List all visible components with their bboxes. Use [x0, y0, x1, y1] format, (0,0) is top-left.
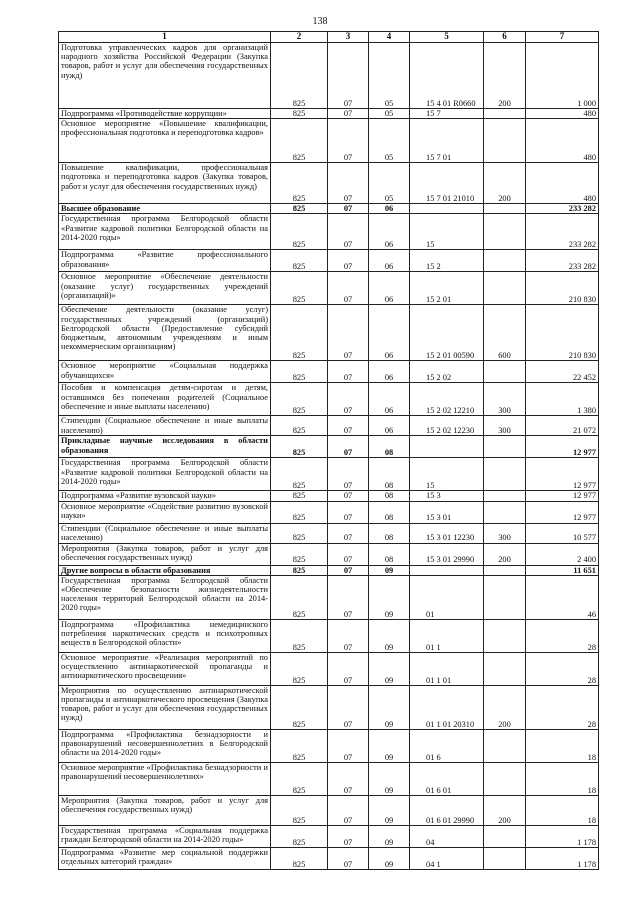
- cell-amount: 28: [526, 619, 599, 652]
- cell-expense-type: [484, 825, 526, 847]
- cell-expense-type: 200: [484, 543, 526, 565]
- cell-target-article: 01 6: [410, 729, 484, 762]
- cell-ministry: 825: [271, 685, 328, 729]
- cell-expense-type: [484, 119, 526, 163]
- cell-subsection: 08: [369, 523, 410, 543]
- row-description: Государственная программа «Социальная поддержка граждан Белгородской области на 2014-2020 годы»: [59, 825, 271, 847]
- cell-ministry: 825: [271, 491, 328, 501]
- cell-expense-type: [484, 361, 526, 383]
- cell-ministry: 825: [271, 795, 328, 825]
- cell-amount: 1 000: [526, 43, 599, 109]
- cell-target-article: 15: [410, 458, 484, 491]
- cell-amount: 210 830: [526, 272, 599, 305]
- cell-subsection: 09: [369, 795, 410, 825]
- cell-amount: 21 072: [526, 416, 599, 436]
- cell-expense-type: [484, 652, 526, 685]
- row-description: Прикладные научные исследования в области образования: [59, 436, 271, 458]
- cell-ministry: 825: [271, 729, 328, 762]
- table-row: [59, 619, 599, 652]
- cell-amount: 480: [526, 109, 599, 119]
- row-description: Государственная программа Белгородской области «Развитие кадровой политики Белгородской области на 2014-2020 годы»: [59, 458, 271, 491]
- table-row: [59, 491, 599, 501]
- cell-expense-type: [484, 729, 526, 762]
- row-description: Подпрограмма «Противодействие коррупции»: [59, 109, 271, 119]
- cell-amount: 233 282: [526, 204, 599, 214]
- cell-subsection: 08: [369, 543, 410, 565]
- table-row: [59, 272, 599, 305]
- cell-section: 07: [328, 565, 369, 575]
- cell-target-article: 15 2 01: [410, 272, 484, 305]
- cell-target-article: 04: [410, 825, 484, 847]
- cell-subsection: 09: [369, 825, 410, 847]
- cell-ministry: 825: [271, 825, 328, 847]
- cell-amount: 22 452: [526, 361, 599, 383]
- cell-subsection: 05: [369, 163, 410, 204]
- cell-target-article: 01 1: [410, 619, 484, 652]
- cell-amount: 11 651: [526, 565, 599, 575]
- cell-target-article: 01 6 01: [410, 762, 484, 795]
- cell-expense-type: [484, 204, 526, 214]
- cell-target-article: 15 2 02 12210: [410, 383, 484, 416]
- cell-target-article: [410, 436, 484, 458]
- cell-subsection: 06: [369, 416, 410, 436]
- table-row: [59, 214, 599, 250]
- cell-section: 07: [328, 575, 369, 619]
- cell-expense-type: 300: [484, 523, 526, 543]
- cell-section: 07: [328, 762, 369, 795]
- cell-target-article: 01 1 01: [410, 652, 484, 685]
- cell-ministry: 825: [271, 416, 328, 436]
- cell-amount: 233 282: [526, 214, 599, 250]
- cell-target-article: 15 3 01 29990: [410, 543, 484, 565]
- table-row: [59, 361, 599, 383]
- cell-subsection: 08: [369, 436, 410, 458]
- cell-expense-type: [484, 501, 526, 523]
- cell-subsection: 06: [369, 214, 410, 250]
- cell-amount: 1 178: [526, 825, 599, 847]
- budget-table: [58, 31, 599, 870]
- row-description: Подготовка управленческих кадров для организаций народного хозяйства Российской Федерации (Закупка товаров, работ и услуг для обеспечения государственных нужд): [59, 43, 271, 109]
- row-description: Подпрограмма «Профилактика безнадзорности и правонарушений несовершеннолетних в Белгородской области на 2014-2020 годы»: [59, 729, 271, 762]
- column-header: 4: [369, 32, 410, 43]
- cell-section: 07: [328, 119, 369, 163]
- row-description: Обеспечение деятельности (оказание услуг) государственных учреждений (организаций) Белгородской области (Предоставление субсидий бюджетным, автономным учреждениям и иным некоммерческим организациям): [59, 305, 271, 361]
- cell-ministry: 825: [271, 565, 328, 575]
- cell-section: 07: [328, 652, 369, 685]
- cell-target-article: 04 1: [410, 847, 484, 869]
- cell-target-article: 15 7: [410, 109, 484, 119]
- cell-expense-type: 300: [484, 416, 526, 436]
- cell-ministry: 825: [271, 847, 328, 869]
- cell-amount: 12 977: [526, 458, 599, 491]
- cell-expense-type: [484, 575, 526, 619]
- cell-ministry: 825: [271, 119, 328, 163]
- cell-ministry: 825: [271, 523, 328, 543]
- cell-section: 07: [328, 361, 369, 383]
- cell-subsection: 09: [369, 762, 410, 795]
- cell-expense-type: 200: [484, 163, 526, 204]
- row-description: Основное мероприятие «Социальная поддержка обучающихся»: [59, 361, 271, 383]
- cell-subsection: 09: [369, 565, 410, 575]
- table-row: [59, 119, 599, 163]
- table-body: [59, 43, 599, 870]
- cell-ministry: 825: [271, 762, 328, 795]
- row-description: Подпрограмма «Развитие вузовской науки»: [59, 491, 271, 501]
- row-description: Мероприятия (Закупка товаров, работ и услуг для обеспечения государственных нужд): [59, 795, 271, 825]
- cell-amount: 18: [526, 762, 599, 795]
- cell-expense-type: [484, 619, 526, 652]
- table-row: [59, 501, 599, 523]
- cell-ministry: 825: [271, 163, 328, 204]
- column-header: 2: [271, 32, 328, 43]
- cell-ministry: 825: [271, 436, 328, 458]
- table-row: [59, 383, 599, 416]
- cell-amount: 480: [526, 163, 599, 204]
- table-row: [59, 523, 599, 543]
- cell-amount: 480: [526, 119, 599, 163]
- cell-amount: 10 577: [526, 523, 599, 543]
- cell-subsection: 08: [369, 501, 410, 523]
- cell-target-article: 15 3 01 12230: [410, 523, 484, 543]
- cell-expense-type: 200: [484, 795, 526, 825]
- row-description: Другие вопросы в области образования: [59, 565, 271, 575]
- cell-ministry: 825: [271, 575, 328, 619]
- row-description: Подпрограмма «Развитие профессионального образования»: [59, 250, 271, 272]
- column-header: 5: [410, 32, 484, 43]
- cell-section: 07: [328, 214, 369, 250]
- cell-ministry: 825: [271, 543, 328, 565]
- table-row: [59, 685, 599, 729]
- row-description: Государственная программа Белгородской области «Развитие кадровой политики Белгородской области на 2014-2020 годы»: [59, 214, 271, 250]
- cell-section: 07: [328, 43, 369, 109]
- cell-expense-type: [484, 272, 526, 305]
- table-row: [59, 795, 599, 825]
- cell-subsection: 06: [369, 272, 410, 305]
- cell-target-article: 15 3: [410, 491, 484, 501]
- table-header: [59, 32, 599, 43]
- cell-subsection: 08: [369, 491, 410, 501]
- cell-section: 07: [328, 383, 369, 416]
- row-description: Повышение квалификации, профессиональная подготовка и переподготовка кадров (Закупка товаров, работ и услуг для обеспечения государственных нужд): [59, 163, 271, 204]
- cell-section: 07: [328, 501, 369, 523]
- cell-ministry: 825: [271, 652, 328, 685]
- row-description: Мероприятия (Закупка товаров, работ и услуг для обеспечения государственных нужд): [59, 543, 271, 565]
- cell-subsection: 05: [369, 43, 410, 109]
- cell-amount: 12 977: [526, 436, 599, 458]
- cell-expense-type: [484, 436, 526, 458]
- table-row: [59, 543, 599, 565]
- table-row: [59, 575, 599, 619]
- cell-target-article: 15 2 02: [410, 361, 484, 383]
- cell-amount: 12 977: [526, 501, 599, 523]
- cell-subsection: 05: [369, 109, 410, 119]
- cell-target-article: 01: [410, 575, 484, 619]
- cell-subsection: 06: [369, 250, 410, 272]
- column-header: 3: [328, 32, 369, 43]
- cell-amount: 28: [526, 652, 599, 685]
- cell-section: 07: [328, 825, 369, 847]
- page-number: 138: [312, 16, 328, 27]
- cell-amount: 1 178: [526, 847, 599, 869]
- cell-subsection: 08: [369, 458, 410, 491]
- table-row: [59, 729, 599, 762]
- cell-section: 07: [328, 436, 369, 458]
- cell-target-article: 15 3 01: [410, 501, 484, 523]
- cell-expense-type: [484, 250, 526, 272]
- row-description: Основное мероприятие «Реализация мероприятий по осуществлению антинаркотической пропаганды и антинаркотического просвещения»: [59, 652, 271, 685]
- cell-amount: 18: [526, 795, 599, 825]
- table-row: [59, 652, 599, 685]
- cell-ministry: 825: [271, 501, 328, 523]
- table-row: [59, 416, 599, 436]
- cell-section: 07: [328, 523, 369, 543]
- cell-section: 07: [328, 250, 369, 272]
- cell-expense-type: [484, 458, 526, 491]
- cell-section: 07: [328, 491, 369, 501]
- cell-target-article: 01 6 01 29990: [410, 795, 484, 825]
- cell-target-article: 15 2 01 00590: [410, 305, 484, 361]
- cell-section: 07: [328, 305, 369, 361]
- row-description: Высшее образование: [59, 204, 271, 214]
- cell-subsection: 09: [369, 685, 410, 729]
- row-description: Основное мероприятие «Содействие развитию вузовской науки»: [59, 501, 271, 523]
- cell-section: 07: [328, 163, 369, 204]
- cell-section: 07: [328, 272, 369, 305]
- cell-target-article: 15: [410, 214, 484, 250]
- cell-expense-type: 200: [484, 685, 526, 729]
- cell-ministry: 825: [271, 204, 328, 214]
- row-description: Основное мероприятие «Профилактика безнадзорности и правонарушений несовершеннолетних»: [59, 762, 271, 795]
- cell-ministry: 825: [271, 250, 328, 272]
- cell-amount: 12 977: [526, 491, 599, 501]
- cell-target-article: 15 7 01 21010: [410, 163, 484, 204]
- cell-ministry: 825: [271, 109, 328, 119]
- cell-amount: 18: [526, 729, 599, 762]
- table-row: [59, 250, 599, 272]
- cell-target-article: 15 7 01: [410, 119, 484, 163]
- cell-section: 07: [328, 619, 369, 652]
- cell-expense-type: [484, 762, 526, 795]
- table-row: [59, 305, 599, 361]
- row-description: Основное мероприятие «Повышение квалификации, профессиональная подготовка и переподготовка кадров»: [59, 119, 271, 163]
- cell-amount: 2 400: [526, 543, 599, 565]
- row-description: Стипендии (Социальное обеспечение и иные выплаты населению): [59, 416, 271, 436]
- table-row: [59, 762, 599, 795]
- row-description: Стипендии (Социальное обеспечение и иные выплаты населению): [59, 523, 271, 543]
- cell-section: 07: [328, 543, 369, 565]
- cell-section: 07: [328, 847, 369, 869]
- cell-expense-type: 300: [484, 383, 526, 416]
- cell-section: 07: [328, 685, 369, 729]
- cell-section: 07: [328, 204, 369, 214]
- cell-expense-type: 600: [484, 305, 526, 361]
- cell-subsection: 09: [369, 847, 410, 869]
- cell-subsection: 06: [369, 204, 410, 214]
- cell-ministry: 825: [271, 383, 328, 416]
- cell-target-article: 15 2: [410, 250, 484, 272]
- table-row: [59, 565, 599, 575]
- cell-expense-type: [484, 847, 526, 869]
- row-description: Подпрограмма «Профилактика немедицинского потребления наркотических средств и психотропных веществ в Белгородской области»: [59, 619, 271, 652]
- cell-target-article: 15 4 01 R0660: [410, 43, 484, 109]
- cell-ministry: 825: [271, 43, 328, 109]
- cell-subsection: 09: [369, 619, 410, 652]
- cell-subsection: 09: [369, 729, 410, 762]
- cell-target-article: 15 2 02 12230: [410, 416, 484, 436]
- table-row: [59, 825, 599, 847]
- cell-section: 07: [328, 729, 369, 762]
- cell-amount: 1 380: [526, 383, 599, 416]
- cell-target-article: [410, 565, 484, 575]
- row-description: Мероприятия по осуществлению антинаркотической пропаганды и антинаркотического просвещения (Закупка товаров, работ и услуг для обеспечения государственных нужд): [59, 685, 271, 729]
- column-header: 7: [526, 32, 599, 43]
- column-header: 1: [59, 32, 271, 43]
- row-description: Основное мероприятие «Обеспечение деятельности (оказание услуг) государственных учреждений (организаций)»: [59, 272, 271, 305]
- cell-section: 07: [328, 795, 369, 825]
- cell-subsection: 05: [369, 119, 410, 163]
- cell-expense-type: 200: [484, 43, 526, 109]
- cell-ministry: 825: [271, 305, 328, 361]
- table-row: [59, 436, 599, 458]
- cell-ministry: 825: [271, 619, 328, 652]
- cell-section: 07: [328, 458, 369, 491]
- cell-expense-type: [484, 565, 526, 575]
- cell-ministry: 825: [271, 214, 328, 250]
- row-description: Подпрограмма «Развитие мер социальной поддержки отдельных категорий граждан»: [59, 847, 271, 869]
- cell-subsection: 06: [369, 305, 410, 361]
- table-row: [59, 204, 599, 214]
- table-row: [59, 458, 599, 491]
- cell-section: 07: [328, 416, 369, 436]
- column-header: 6: [484, 32, 526, 43]
- cell-ministry: 825: [271, 458, 328, 491]
- cell-ministry: 825: [271, 361, 328, 383]
- cell-subsection: 09: [369, 575, 410, 619]
- cell-amount: 46: [526, 575, 599, 619]
- row-description: Государственная программа Белгородской области «Обеспечение безопасности жизнедеятельности населения территорий Белгородской области на 2014-2020 годы»: [59, 575, 271, 619]
- cell-amount: 28: [526, 685, 599, 729]
- cell-expense-type: [484, 214, 526, 250]
- cell-expense-type: [484, 109, 526, 119]
- row-description: Пособия и компенсация детям-сиротам и детям, оставшимся без попечения родителей (Социальное обеспечение и иные выплаты населению): [59, 383, 271, 416]
- cell-expense-type: [484, 491, 526, 501]
- table-row: [59, 847, 599, 869]
- cell-target-article: [410, 204, 484, 214]
- cell-subsection: 06: [369, 383, 410, 416]
- table-row: [59, 163, 599, 204]
- cell-ministry: 825: [271, 272, 328, 305]
- cell-amount: 210 830: [526, 305, 599, 361]
- cell-subsection: 06: [369, 361, 410, 383]
- cell-amount: 233 282: [526, 250, 599, 272]
- cell-target-article: 01 1 01 20310: [410, 685, 484, 729]
- table-row: [59, 109, 599, 119]
- cell-subsection: 09: [369, 652, 410, 685]
- table-row: [59, 43, 599, 109]
- cell-section: 07: [328, 109, 369, 119]
